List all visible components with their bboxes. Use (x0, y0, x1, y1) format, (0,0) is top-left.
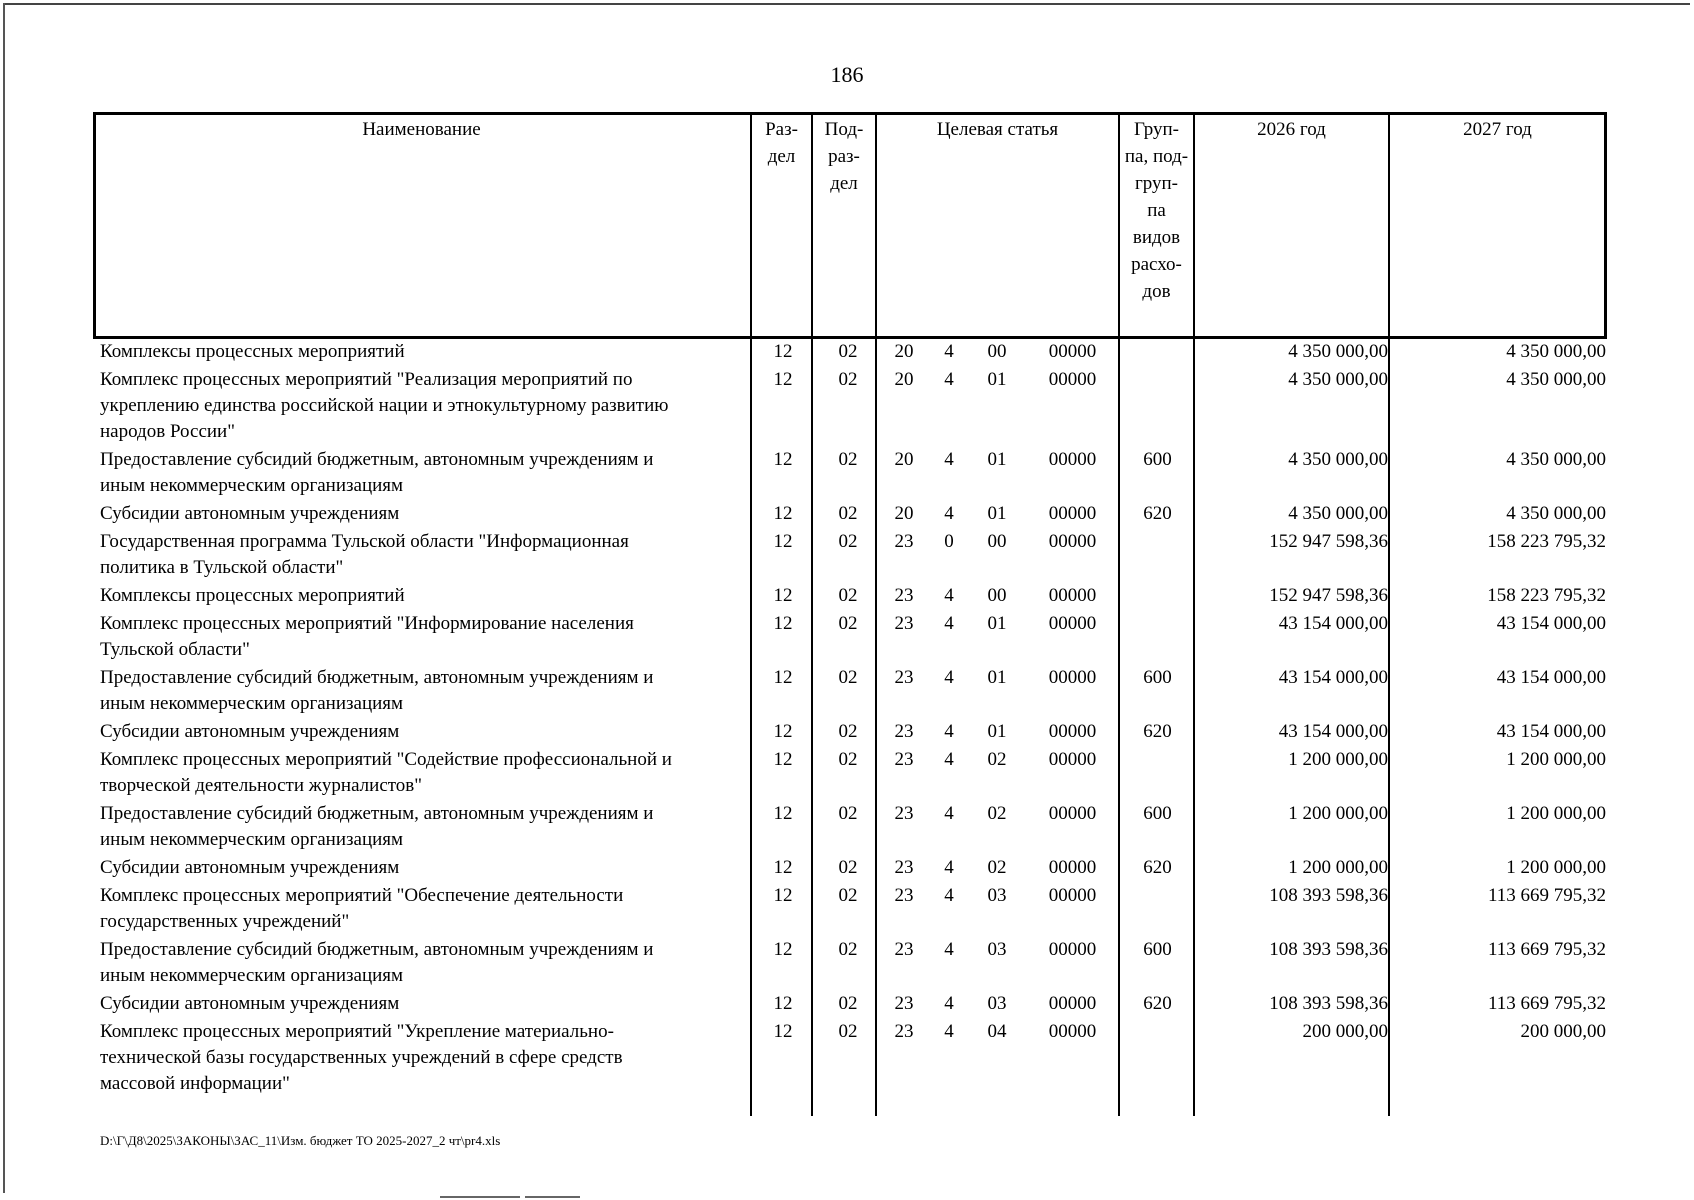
scan-mark (440, 1196, 520, 1198)
page-number: 186 (830, 62, 864, 87)
row-podr: 02 (838, 749, 858, 770)
row-y27: 4 350 000,00 (1506, 341, 1606, 362)
row-razdel: 12 (773, 749, 793, 770)
row-b: 4 (944, 341, 954, 362)
row-y27: 113 669 795,32 (1487, 939, 1606, 960)
row-b: 4 (944, 857, 954, 878)
row-razdel: 12 (773, 1021, 793, 1042)
row-razdel: 12 (773, 857, 793, 878)
column-divider (750, 112, 752, 1116)
row-name-line: технической базы государственных учреждений в сфере средств (100, 1047, 623, 1068)
row-y27: 113 669 795,32 (1487, 885, 1606, 906)
row-y26: 152 947 598,36 (1269, 531, 1388, 552)
row-a: 23 (894, 749, 914, 770)
row-podr: 02 (838, 667, 858, 688)
row-name-line: иным некоммерческим организациям (100, 965, 404, 986)
row-d: 00000 (1048, 613, 1097, 634)
row-d: 00000 (1048, 857, 1097, 878)
row-name-line: политика в Тульской области" (100, 557, 344, 578)
row-razdel: 12 (773, 721, 793, 742)
row-name (100, 747, 750, 799)
row-y27: 1 200 000,00 (1506, 857, 1606, 878)
row-y27: 1 200 000,00 (1506, 803, 1606, 824)
row-podr: 02 (838, 721, 858, 742)
row-y26: 1 200 000,00 (1288, 803, 1388, 824)
row-podr: 02 (838, 449, 858, 470)
row-c: 03 (987, 885, 1007, 906)
row-razdel: 12 (773, 939, 793, 960)
row-d: 00000 (1048, 503, 1097, 524)
row-name (100, 447, 750, 499)
row-y27: 43 154 000,00 (1496, 613, 1606, 634)
row-c: 03 (987, 993, 1007, 1014)
row-name (100, 883, 750, 935)
row-name-line: Предоставление субсидий бюджетным, автономным учреждениям и (100, 449, 654, 470)
row-razdel: 12 (773, 667, 793, 688)
row-name-line: Комплекс процессных мероприятий "Информирование населения (100, 613, 634, 634)
row-c: 02 (987, 803, 1007, 824)
row-y26: 43 154 000,00 (1278, 613, 1388, 634)
row-y26: 4 350 000,00 (1288, 369, 1388, 390)
row-c: 01 (987, 369, 1007, 390)
scan-edge-left (3, 3, 5, 1193)
row-razdel: 12 (773, 449, 793, 470)
row-b: 4 (944, 749, 954, 770)
row-d: 00000 (1048, 939, 1097, 960)
row-name (100, 937, 750, 989)
row-d: 00000 (1048, 449, 1097, 470)
row-a: 23 (894, 721, 914, 742)
row-name-line: Предоставление субсидий бюджетным, автономным учреждениям и (100, 803, 654, 824)
row-name-line: иным некоммерческим организациям (100, 829, 404, 850)
row-razdel: 12 (773, 369, 793, 390)
row-name (100, 611, 750, 663)
row-grp: 600 (1143, 449, 1172, 470)
header-year-2027: 2027 год (1463, 119, 1532, 140)
row-name-line: Комплексы процессных мероприятий (100, 341, 405, 362)
row-podr: 02 (838, 1021, 858, 1042)
row-d: 00000 (1048, 885, 1097, 906)
row-name-line: Предоставление субсидий бюджетным, автономным учреждениям и (100, 667, 654, 688)
row-b: 4 (944, 721, 954, 742)
row-grp: 620 (1143, 993, 1172, 1014)
row-name-line: Субсидии автономным учреждениям (100, 721, 400, 742)
row-y26: 108 393 598,36 (1269, 939, 1388, 960)
row-razdel: 12 (773, 885, 793, 906)
row-podr: 02 (838, 885, 858, 906)
row-b: 4 (944, 585, 954, 606)
row-name-line: Государственная программа Тульской области "Информационная (100, 531, 629, 552)
header-name: Наименование (362, 119, 481, 140)
row-y26: 4 350 000,00 (1288, 341, 1388, 362)
row-podr: 02 (838, 503, 858, 524)
scan-mark (525, 1196, 580, 1198)
row-a: 23 (894, 531, 914, 552)
row-name (100, 1019, 750, 1097)
row-c: 01 (987, 449, 1007, 470)
header-podrazdel: Под- раз- дел (824, 119, 864, 194)
row-b: 4 (944, 803, 954, 824)
row-name (100, 991, 750, 1017)
row-y27: 113 669 795,32 (1487, 993, 1606, 1014)
row-a: 23 (894, 613, 914, 634)
header-gruppa-vidov-raskhodov: Груп- па, под- груп- па видов расхо- дов (1124, 119, 1189, 302)
row-d: 00000 (1048, 803, 1097, 824)
file-path-footer: D:\Г\Д8\2025\ЗАКОНЫ\ЗАС_11\Изм. бюджет ТО 2025-2027_2 чт\pr4.xls (100, 1133, 501, 1148)
row-a: 20 (894, 449, 914, 470)
header-year-2026: 2026 год (1257, 119, 1326, 140)
row-y26: 108 393 598,36 (1269, 993, 1388, 1014)
row-c: 02 (987, 857, 1007, 878)
row-razdel: 12 (773, 993, 793, 1014)
row-razdel: 12 (773, 531, 793, 552)
row-b: 4 (944, 993, 954, 1014)
row-y26: 1 200 000,00 (1288, 749, 1388, 770)
row-y26: 43 154 000,00 (1278, 721, 1388, 742)
row-b: 4 (944, 939, 954, 960)
row-b: 4 (944, 449, 954, 470)
row-y26: 200 000,00 (1302, 1021, 1388, 1042)
row-name (100, 339, 750, 365)
row-a: 23 (894, 803, 914, 824)
row-name-line: Комплекс процессных мероприятий "Реализация мероприятий по (100, 369, 633, 390)
row-y27: 4 350 000,00 (1506, 503, 1606, 524)
row-podr: 02 (838, 857, 858, 878)
row-razdel: 12 (773, 341, 793, 362)
row-name-line: народов России" (100, 421, 235, 442)
row-razdel: 12 (773, 613, 793, 634)
row-a: 23 (894, 885, 914, 906)
row-a: 23 (894, 993, 914, 1014)
row-y26: 43 154 000,00 (1278, 667, 1388, 688)
row-d: 00000 (1048, 585, 1097, 606)
row-a: 23 (894, 585, 914, 606)
row-name-line: Субсидии автономным учреждениям (100, 857, 400, 878)
row-grp: 620 (1143, 503, 1172, 524)
row-name (100, 583, 750, 609)
row-name (100, 501, 750, 527)
row-a: 20 (894, 341, 914, 362)
row-razdel: 12 (773, 503, 793, 524)
row-b: 4 (944, 503, 954, 524)
row-name (100, 801, 750, 853)
row-b: 4 (944, 885, 954, 906)
row-podr: 02 (838, 803, 858, 824)
row-c: 00 (987, 341, 1007, 362)
row-name (100, 529, 750, 581)
row-grp: 600 (1143, 939, 1172, 960)
row-c: 01 (987, 721, 1007, 742)
row-y26: 1 200 000,00 (1288, 857, 1388, 878)
row-y27: 4 350 000,00 (1506, 449, 1606, 470)
row-name-line: массовой информации" (100, 1073, 290, 1094)
row-name-line: творческой деятельности журналистов" (100, 775, 423, 796)
row-grp: 620 (1143, 857, 1172, 878)
row-y27: 200 000,00 (1520, 1021, 1606, 1042)
row-c: 04 (987, 1021, 1007, 1042)
row-d: 00000 (1048, 1021, 1097, 1042)
row-c: 03 (987, 939, 1007, 960)
row-name-line: укреплению единства российской нации и этнокультурному развитию (100, 395, 669, 416)
row-name-line: Субсидии автономным учреждениям (100, 503, 400, 524)
row-name-line: Предоставление субсидий бюджетным, автономным учреждениям и (100, 939, 654, 960)
row-a: 23 (894, 857, 914, 878)
row-b: 0 (944, 531, 954, 552)
column-divider (1193, 112, 1195, 1116)
row-b: 4 (944, 613, 954, 634)
row-c: 00 (987, 531, 1007, 552)
row-y26: 4 350 000,00 (1288, 449, 1388, 470)
row-a: 20 (894, 369, 914, 390)
row-y26: 152 947 598,36 (1269, 585, 1388, 606)
row-name-line: иным некоммерческим организациям (100, 475, 404, 496)
row-b: 4 (944, 369, 954, 390)
row-y27: 158 223 795,32 (1487, 531, 1606, 552)
row-podr: 02 (838, 341, 858, 362)
row-d: 00000 (1048, 667, 1097, 688)
row-podr: 02 (838, 585, 858, 606)
row-c: 02 (987, 749, 1007, 770)
row-podr: 02 (838, 369, 858, 390)
scan-edge-top (4, 3, 1690, 5)
row-d: 00000 (1048, 531, 1097, 552)
row-c: 01 (987, 503, 1007, 524)
row-name-line: Субсидии автономным учреждениям (100, 993, 400, 1014)
row-y27: 4 350 000,00 (1506, 369, 1606, 390)
header-tselevaya-statya: Целевая статья (936, 119, 1059, 140)
row-y26: 4 350 000,00 (1288, 503, 1388, 524)
row-d: 00000 (1048, 369, 1097, 390)
row-y27: 43 154 000,00 (1496, 721, 1606, 742)
row-grp: 600 (1143, 803, 1172, 824)
row-name-line: Комплексы процессных мероприятий (100, 585, 405, 606)
row-grp: 600 (1143, 667, 1172, 688)
row-a: 23 (894, 1021, 914, 1042)
row-c: 01 (987, 613, 1007, 634)
row-grp: 620 (1143, 721, 1172, 742)
header-razdel: Раз- дел (765, 119, 798, 167)
row-razdel: 12 (773, 803, 793, 824)
row-d: 00000 (1048, 341, 1097, 362)
row-name-line: иным некоммерческим организациям (100, 693, 404, 714)
row-b: 4 (944, 667, 954, 688)
row-name-line: Тульской области" (100, 639, 250, 660)
row-name (100, 719, 750, 745)
row-d: 00000 (1048, 721, 1097, 742)
row-razdel: 12 (773, 585, 793, 606)
row-b: 4 (944, 1021, 954, 1042)
row-y27: 1 200 000,00 (1506, 749, 1606, 770)
column-divider (811, 112, 813, 1116)
row-name (100, 665, 750, 717)
row-name (100, 367, 750, 445)
row-y26: 108 393 598,36 (1269, 885, 1388, 906)
row-y27: 158 223 795,32 (1487, 585, 1606, 606)
row-podr: 02 (838, 613, 858, 634)
row-podr: 02 (838, 939, 858, 960)
row-d: 00000 (1048, 749, 1097, 770)
column-divider (1388, 112, 1390, 1116)
row-name-line: Комплекс процессных мероприятий "Обеспечение деятельности (100, 885, 624, 906)
row-a: 23 (894, 939, 914, 960)
row-name-line: Комплекс процессных мероприятий "Укрепление материально- (100, 1021, 614, 1042)
row-podr: 02 (838, 993, 858, 1014)
row-podr: 02 (838, 531, 858, 552)
row-c: 00 (987, 585, 1007, 606)
row-name-line: государственных учреждений" (100, 911, 350, 932)
row-a: 23 (894, 667, 914, 688)
row-name (100, 855, 750, 881)
row-a: 20 (894, 503, 914, 524)
row-name-line: Комплекс процессных мероприятий "Содействие профессиональной и (100, 749, 672, 770)
row-d: 00000 (1048, 993, 1097, 1014)
row-y27: 43 154 000,00 (1496, 667, 1606, 688)
row-c: 01 (987, 667, 1007, 688)
